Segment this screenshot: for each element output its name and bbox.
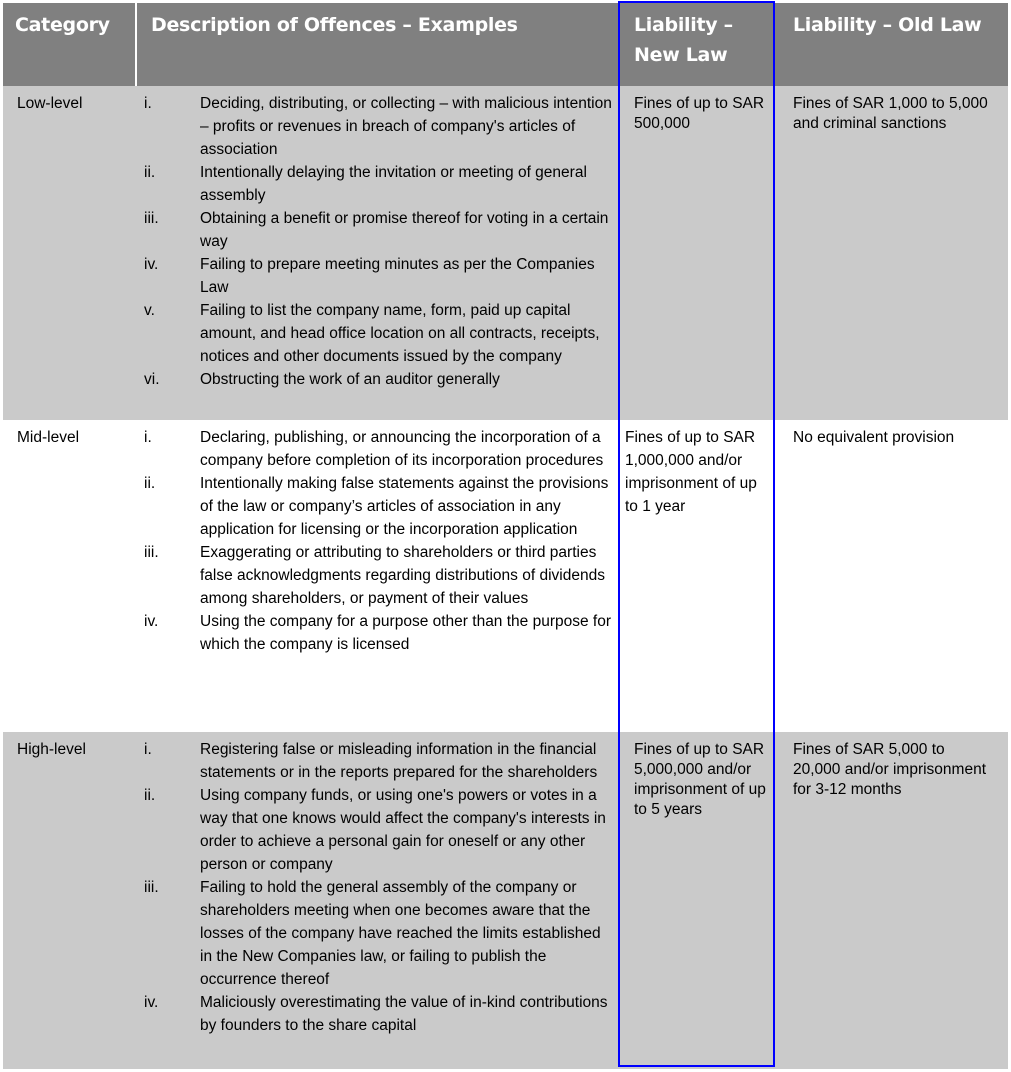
offence-item (144, 368, 614, 391)
item-number: iii. (144, 879, 159, 896)
table-row-high-level (3, 732, 1008, 1069)
offence-item (144, 161, 614, 207)
item-number: iv. (144, 256, 159, 273)
item-text: Declaring, publishing, or announcing the incorporation of a company before completion of its incorporation procedures (200, 429, 604, 469)
table-row-mid-level (3, 420, 1008, 732)
item-text: Failing to hold the general assembly of the company or shareholders meeting when one becomes aware that the losses of the company have reached the limits established in the New Companies law, or failing to publish the occurrence thereof (200, 879, 601, 988)
table-row-low-level (3, 86, 1008, 420)
item-text: Using company funds, or using one's powers or votes in a way that one knows would affect the company's interests in order to achieve a personal gain for oneself or any other person or company (200, 787, 606, 873)
category-cell: High-level (17, 741, 86, 758)
item-text: Registering false or misleading information in the financial statements or in the reports prepared for the shareholders (200, 741, 598, 781)
item-number: ii. (144, 787, 156, 804)
item-text: Using the company for a purpose other than the purpose for which the company is licensed (200, 613, 611, 653)
offence-item (144, 92, 614, 161)
offence-item (144, 207, 614, 253)
offence-item (144, 784, 614, 876)
header-old-law: Liability – Old Law (777, 3, 1008, 86)
item-text: Intentionally making false statements against the provisions of the law or company’s articles of association in any application for licensing or the incorporation application (200, 475, 609, 538)
old-law-cell: No equivalent provision (793, 429, 955, 446)
offence-list (144, 426, 614, 656)
offence-item (144, 472, 614, 541)
offence-item (144, 610, 614, 656)
new-law-cell: Fines of up to SAR 5,000,000 and/or imprisonment of up to 5 years (634, 741, 766, 818)
item-number: vi. (144, 371, 160, 388)
offence-list (144, 92, 614, 391)
old-law-cell: Fines of SAR 5,000 to 20,000 and/or imprisonment for 3-12 months (793, 741, 987, 798)
header-category: Category (3, 3, 135, 86)
new-law-cell: Fines of up to SAR 1,000,000 and/or imprisonment of up to 1 year (625, 429, 757, 515)
item-text: Deciding, distributing, or collecting – with malicious intention – profits or revenues in breach of company's articles of association (200, 95, 612, 158)
offence-item (144, 991, 614, 1037)
offence-item (144, 253, 614, 299)
offence-list (144, 738, 614, 1037)
item-number: i. (144, 429, 152, 446)
item-number: ii. (144, 164, 156, 181)
item-text: Intentionally delaying the invitation or meeting of general assembly (200, 164, 587, 204)
item-number: i. (144, 741, 152, 758)
offence-item (144, 426, 614, 472)
item-number: iii. (144, 544, 159, 561)
item-text: Obtaining a benefit or promise thereof for voting in a certain way (200, 210, 609, 250)
offence-item (144, 876, 614, 991)
item-text: Maliciously overestimating the value of in-kind contributions by founders to the share capital (200, 994, 608, 1034)
item-number: v. (144, 302, 155, 319)
offence-item (144, 541, 614, 610)
item-number: iv. (144, 994, 159, 1011)
old-law-cell: Fines of SAR 1,000 to 5,000 and criminal sanctions (793, 95, 988, 132)
item-number: i. (144, 95, 152, 112)
item-text: Failing to list the company name, form, paid up capital amount, and head office location on all contracts, receipts, notices and other documents issued by the company (200, 302, 600, 365)
header-description: Description of Offences – Examples (137, 3, 619, 86)
item-text: Exaggerating or attributing to shareholders or third parties false acknowledgments regarding distributions of dividends among shareholders, or payment of their values (200, 544, 605, 607)
offence-item (144, 738, 614, 784)
new-law-cell: Fines of up to SAR 500,000 (634, 95, 765, 132)
header-new-law: Liability – New Law (619, 3, 777, 86)
item-text: Obstructing the work of an auditor generally (200, 371, 500, 388)
item-number: iv. (144, 613, 159, 630)
item-number: iii. (144, 210, 159, 227)
category-cell: Mid-level (17, 429, 80, 446)
item-text: Failing to prepare meeting minutes as per the Companies Law (200, 256, 595, 296)
item-number: ii. (144, 475, 156, 492)
category-cell: Low-level (17, 95, 83, 112)
offence-item (144, 299, 614, 368)
